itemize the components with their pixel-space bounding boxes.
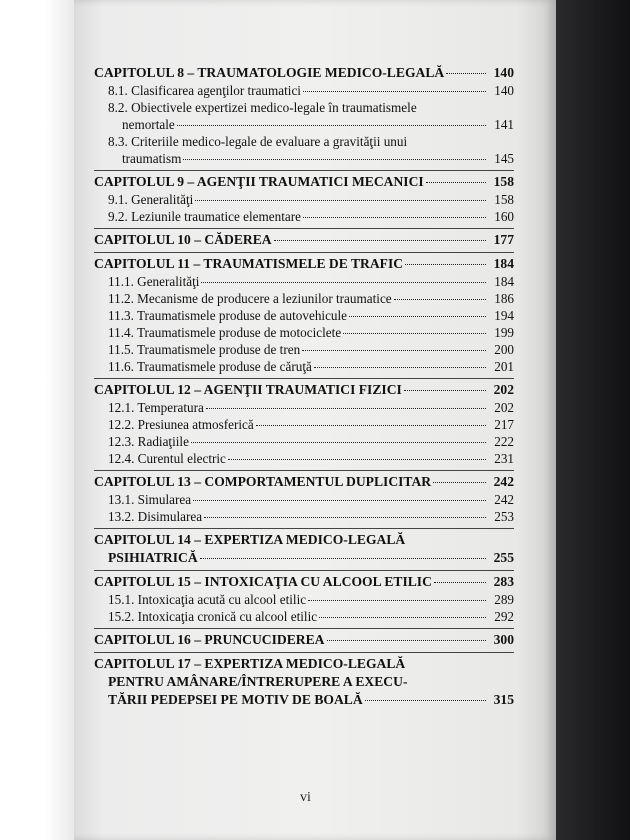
toc-entry-text: traumatism xyxy=(122,151,182,166)
toc-entry-text: 8.1. Clasificarea agenţilor traumatici xyxy=(108,83,301,98)
toc-entry-text: 8.2. Obiectivele expertizei medico-legale în traumatismele xyxy=(108,100,417,115)
toc-page-number: 217 xyxy=(494,417,514,432)
chapter-separator xyxy=(94,652,514,653)
toc-entry-text: 12.2. Presiunea atmosferică xyxy=(108,417,254,432)
toc-page-number: 194 xyxy=(494,308,514,323)
leader-dots xyxy=(426,182,486,183)
toc-page-number: 201 xyxy=(494,359,514,374)
toc-entry-text: 11.5. Traumatismele produse de tren xyxy=(108,342,301,357)
toc-chapter-entry xyxy=(94,573,514,591)
table-of-contents xyxy=(94,62,514,709)
toc-entry-text: CAPITOLUL 14 – EXPERTIZA MEDICO-LEGALĂ xyxy=(94,532,406,547)
leader-dots xyxy=(206,408,486,409)
toc-section-entry xyxy=(94,433,514,450)
toc-page-number: 199 xyxy=(494,325,514,340)
toc-page-number: 283 xyxy=(493,574,514,589)
toc-entry-text: 9.1. Generalităţi xyxy=(108,192,194,207)
toc-entry-text: CAPITOLUL 16 – PRUNCUCIDEREA xyxy=(94,632,325,647)
toc-section-entry xyxy=(94,450,514,467)
toc-page-number: 202 xyxy=(493,382,514,397)
toc-section-entry xyxy=(94,341,514,358)
toc-chapter-entry xyxy=(94,381,514,399)
toc-page-number: 186 xyxy=(494,291,514,306)
toc-entry-text: 11.1. Generalităţi xyxy=(108,274,200,289)
toc-entry-text: 13.2. Disimularea xyxy=(108,509,203,524)
toc-entry-text: PSIHIATRICĂ xyxy=(108,550,198,565)
chapter-separator xyxy=(94,228,514,229)
toc-section-entry xyxy=(94,82,514,99)
leader-dots xyxy=(319,617,486,618)
toc-page-number: 255 xyxy=(493,550,514,565)
toc-entry-text: 15.2. Intoxicaţia cronică cu alcool etilic xyxy=(108,609,318,624)
leader-dots xyxy=(195,200,486,201)
toc-section-entry xyxy=(94,416,514,433)
toc-section-entry xyxy=(94,307,514,324)
toc-entry-text: 12.4. Curentul electric xyxy=(108,451,226,466)
leader-dots xyxy=(365,700,486,701)
toc-page-number: 158 xyxy=(494,192,514,207)
leader-dots xyxy=(434,582,486,583)
leader-dots xyxy=(200,558,486,559)
toc-section-entry xyxy=(94,99,514,133)
toc-entry-text: nemortale xyxy=(122,117,175,132)
leader-dots xyxy=(201,282,486,283)
leader-dots xyxy=(256,425,486,426)
toc-entry-text: CAPITOLUL 11 – TRAUMATISMELE DE TRAFIC xyxy=(94,256,404,271)
leader-dots xyxy=(433,482,486,483)
background-right xyxy=(556,0,630,840)
toc-entry-text: 11.6. Traumatismele produse de căruţă xyxy=(108,359,312,374)
toc-section-entry xyxy=(94,324,514,341)
chapter-separator xyxy=(94,170,514,171)
toc-entry-text: 15.1. Intoxicaţia acută cu alcool etilic xyxy=(108,592,307,607)
leader-dots xyxy=(193,500,486,501)
toc-page-number: 222 xyxy=(494,434,514,449)
toc-page-number: 202 xyxy=(494,400,514,415)
toc-page-number: 160 xyxy=(494,209,514,224)
toc-page-number: 141 xyxy=(494,117,514,132)
toc-chapter-entry xyxy=(94,631,514,649)
toc-section-entry xyxy=(94,491,514,508)
toc-section-entry xyxy=(94,358,514,375)
leader-dots xyxy=(177,125,486,126)
toc-entry-text: 8.3. Criteriile medico-legale de evaluare a gravităţii unui xyxy=(108,134,408,149)
leader-dots xyxy=(228,459,486,460)
toc-entry-text: 12.1. Temperatura xyxy=(108,400,204,415)
chapter-separator xyxy=(94,528,514,529)
toc-section-entry xyxy=(94,508,514,525)
toc-chapter-entry xyxy=(94,173,514,191)
leader-dots xyxy=(303,91,486,92)
toc-entry-text: CAPITOLUL 15 – INTOXICAŢIA CU ALCOOL ETILIC xyxy=(94,574,432,589)
toc-entry-text: CAPITOLUL 9 – AGENŢII TRAUMATICI MECANICI xyxy=(94,174,424,189)
toc-page-number: 184 xyxy=(494,274,514,289)
toc-page-number: 242 xyxy=(494,492,514,507)
toc-entry-text: CAPITOLUL 8 – TRAUMATOLOGIE MEDICO-LEGALĂ xyxy=(94,65,445,80)
toc-page-number: 289 xyxy=(494,592,514,607)
toc-section-entry xyxy=(94,191,514,208)
chapter-separator xyxy=(94,252,514,253)
leader-dots xyxy=(349,316,486,317)
leader-dots xyxy=(394,299,486,300)
leader-dots xyxy=(405,264,486,265)
background-left xyxy=(0,0,74,840)
toc-entry-text: 11.3. Traumatismele produse de autovehicule xyxy=(108,308,348,323)
toc-entry-text: CAPITOLUL 10 – CĂDEREA xyxy=(94,232,272,247)
toc-entry-text: CAPITOLUL 12 – AGENŢII TRAUMATICI FIZICI xyxy=(94,382,402,397)
toc-page-number: 253 xyxy=(494,509,514,524)
toc-page-number: 145 xyxy=(494,151,514,166)
leader-dots xyxy=(327,640,487,641)
toc-chapter-entry xyxy=(94,473,514,491)
leader-dots xyxy=(191,442,486,443)
toc-section-entry xyxy=(94,290,514,307)
toc-page-number: 158 xyxy=(493,174,514,189)
toc-page-number: 315 xyxy=(493,692,514,707)
toc-page-number: 300 xyxy=(493,632,514,647)
leader-dots xyxy=(314,367,486,368)
toc-chapter-entry xyxy=(94,255,514,273)
toc-entry-text: CAPITOLUL 17 – EXPERTIZA MEDICO-LEGALĂ xyxy=(94,656,406,671)
leader-dots xyxy=(302,350,486,351)
toc-chapter-entry xyxy=(94,531,514,567)
leader-dots xyxy=(404,390,486,391)
toc-entry-text: CAPITOLUL 13 – COMPORTAMENTUL DUPLICITAR xyxy=(94,474,432,489)
toc-entry-text: TĂRII PEDEPSEI PE MOTIV DE BOALĂ xyxy=(108,692,363,707)
chapter-separator xyxy=(94,628,514,629)
toc-section-entry xyxy=(94,591,514,608)
toc-section-entry xyxy=(94,273,514,290)
toc-entry-text: 13.1. Simularea xyxy=(108,492,192,507)
toc-section-entry xyxy=(94,208,514,225)
toc-section-entry xyxy=(94,399,514,416)
toc-entry-text: 12.3. Radiaţiile xyxy=(108,434,189,449)
toc-chapter-entry xyxy=(94,64,514,82)
chapter-separator xyxy=(94,470,514,471)
leader-dots xyxy=(204,517,486,518)
toc-chapter-entry xyxy=(94,655,514,709)
chapter-separator xyxy=(94,378,514,379)
leader-dots xyxy=(446,73,486,74)
chapter-separator xyxy=(94,570,514,571)
leader-dots xyxy=(308,600,486,601)
toc-page-number: 242 xyxy=(493,474,514,489)
toc-page-number: 184 xyxy=(493,256,514,271)
toc-page-number: 140 xyxy=(494,83,514,98)
toc-page-number: 200 xyxy=(494,342,514,357)
leader-dots xyxy=(343,333,486,334)
page-number: vi xyxy=(300,790,311,805)
toc-entry-text: 11.2. Mecanisme de producere a leziunilor traumatice xyxy=(108,291,392,306)
toc-entry-text: 9.2. Leziunile traumatice elementare xyxy=(108,209,301,224)
leader-dots xyxy=(183,159,486,160)
toc-entry-text: PENTRU AMÂNARE/ÎNTRERUPERE A EXECU- xyxy=(108,674,408,689)
toc-section-entry xyxy=(94,133,514,167)
leader-dots xyxy=(274,240,486,241)
toc-section-entry xyxy=(94,608,514,625)
toc-chapter-entry xyxy=(94,231,514,249)
toc-page-number: 292 xyxy=(494,609,514,624)
toc-page-number: 231 xyxy=(494,451,514,466)
toc-page-number: 177 xyxy=(493,232,514,247)
toc-page-number: 140 xyxy=(493,65,514,80)
toc-entry-text: 11.4. Traumatismele produse de motociclete xyxy=(108,325,342,340)
leader-dots xyxy=(303,217,486,218)
